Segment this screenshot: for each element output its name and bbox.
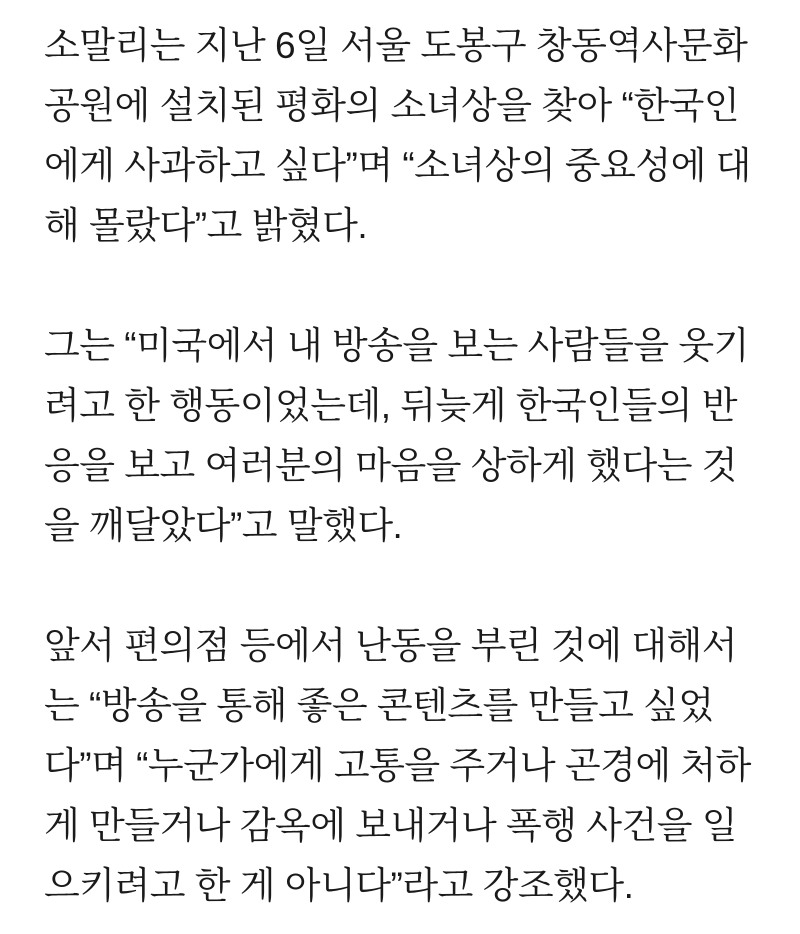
article-paragraph-2: 그는 “미국에서 내 방송을 보는 사람들을 웃기려고 한 행동이었는데, 뒤늦게 한국인들의 반응을 보고 여러분의 마음을 상하게 했다는 것을 깨달았다”고 말했다. xyxy=(44,325,749,546)
article-paragraph-1: 소말리는 지난 6일 서울 도봉구 창동역사문화공원에 설치된 평화의 소녀상을 찾아 “한국인에게 사과하고 싶다”며 “소녀상의 중요성에 대해 몰랐다”고 밝혔다. xyxy=(44,25,751,246)
article-paragraph-3: 앞서 편의점 등에서 난동을 부린 것에 대해서는 “방송을 통해 좋은 콘텐츠를 만들고 싶었다”며 “누군가에게 고통을 주거나 곤경에 처하게 만들거나 감옥에 보내거나 폭행 사건을 일으키려고 한 게 아니다”라고 강조했다. xyxy=(44,625,751,906)
